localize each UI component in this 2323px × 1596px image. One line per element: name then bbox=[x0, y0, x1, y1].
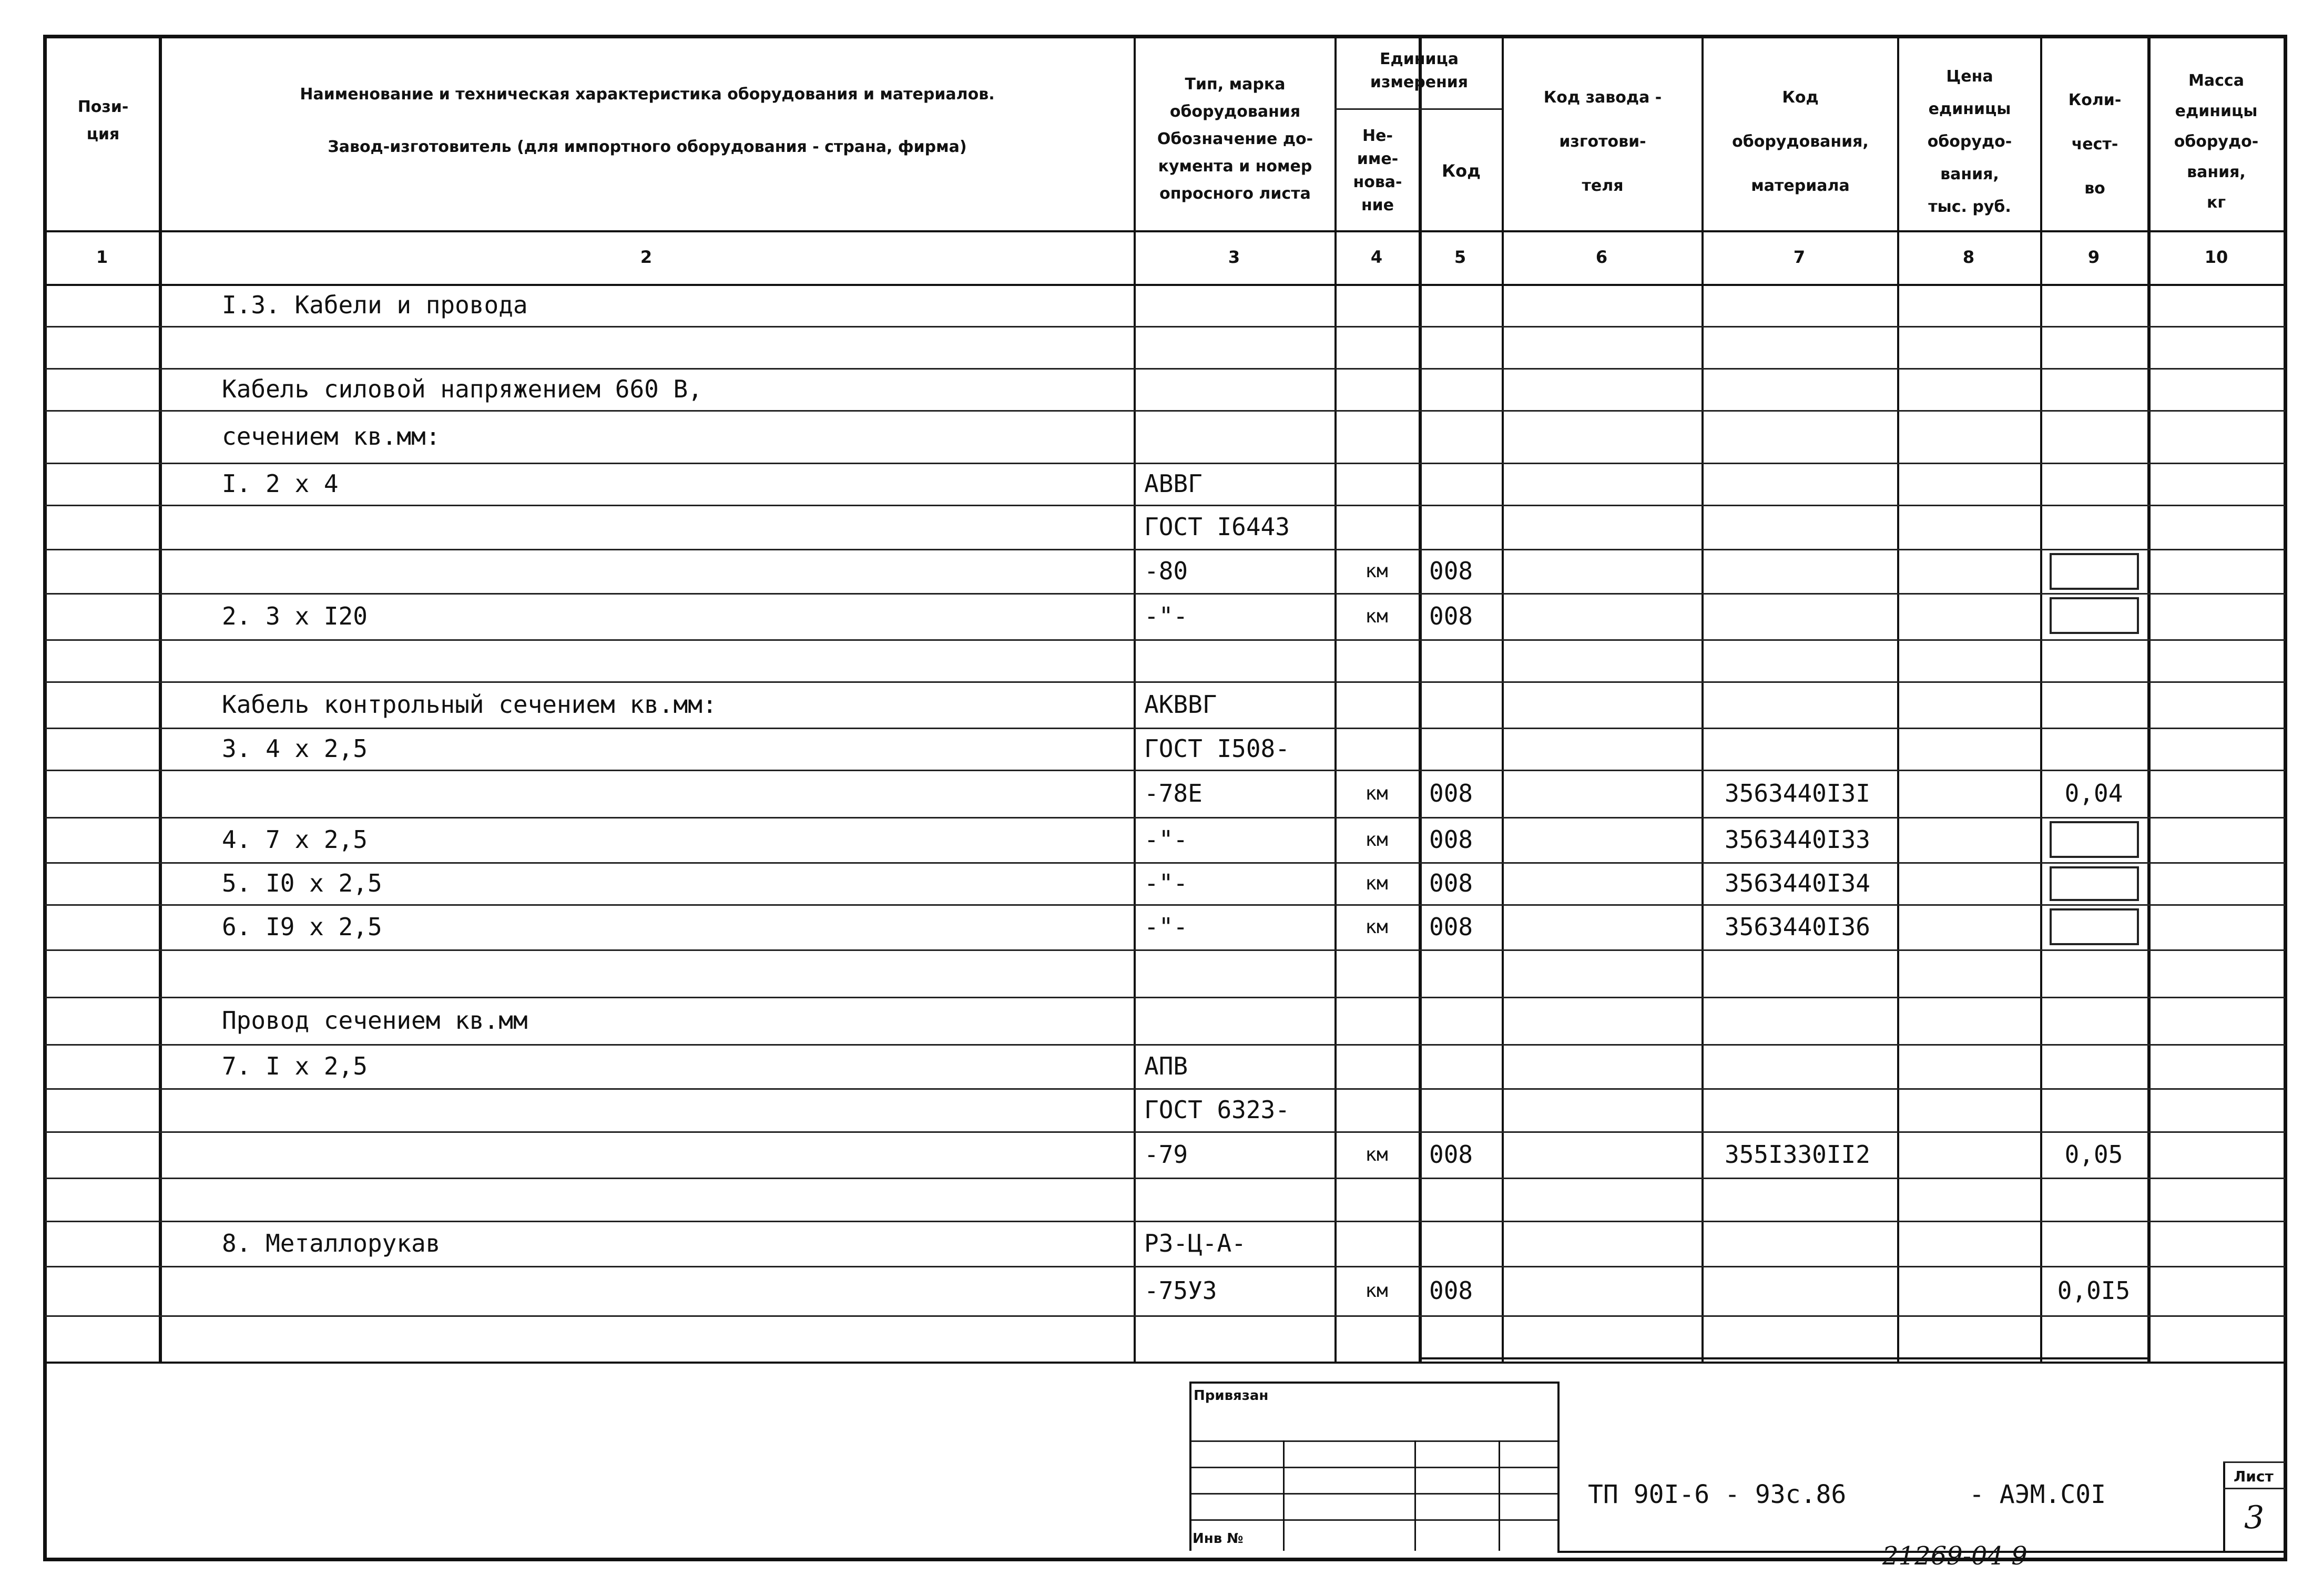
row-description: сечением кв.мм: bbox=[222, 422, 441, 451]
row-unit-code bbox=[1429, 410, 1502, 463]
column-number: 6 bbox=[1595, 247, 1608, 267]
grid-vertical-line bbox=[1283, 1440, 1285, 1551]
column-number: 7 bbox=[1793, 247, 1806, 267]
row-type-mark: -75УЗ bbox=[1144, 1276, 1217, 1305]
row-unit-name bbox=[1334, 1088, 1419, 1131]
row-unit-code bbox=[1429, 368, 1502, 410]
row-material-code bbox=[1725, 681, 1897, 728]
row-description: I.3. Кабели и провода bbox=[222, 291, 528, 319]
row-unit-name bbox=[1334, 463, 1419, 505]
row-material-code bbox=[1725, 368, 1897, 410]
row-quantity bbox=[2040, 728, 2147, 770]
grid-vertical-line bbox=[1414, 1440, 1416, 1551]
row-type-mark: -79 bbox=[1144, 1140, 1188, 1169]
column-number: 8 bbox=[1962, 247, 1975, 267]
archive-number: 21269-04 9 bbox=[1882, 1541, 2027, 1571]
row-quantity bbox=[2040, 1221, 2147, 1266]
row-material-code bbox=[1725, 463, 1897, 505]
row-quantity bbox=[2040, 284, 2147, 326]
row-quantity: 0,05 bbox=[2064, 1140, 2123, 1169]
row-quantity bbox=[2040, 949, 2147, 997]
header-type bbox=[1136, 50, 1334, 229]
grid-horizontal-line bbox=[2223, 1488, 2285, 1489]
row-unit-name: км bbox=[1365, 605, 1388, 627]
row-material-code bbox=[1725, 593, 1897, 639]
row-material-code bbox=[1725, 639, 1897, 681]
row-unit-code: 008 bbox=[1429, 869, 1473, 897]
row-quantity: 0,04 bbox=[2064, 779, 2123, 807]
row-unit-name bbox=[1334, 949, 1419, 997]
column-number: 5 bbox=[1454, 247, 1466, 267]
row-unit-name bbox=[1334, 728, 1419, 770]
row-quantity bbox=[2040, 997, 2147, 1044]
row-material-code bbox=[1725, 1044, 1897, 1088]
document-code: ТП 90I-6 - 93с.86 bbox=[1588, 1480, 1847, 1509]
header-unit-name-text: Не- име- нова- ние bbox=[1353, 127, 1402, 214]
row-description: 5. I0 x 2,5 bbox=[222, 869, 382, 897]
row-material-code bbox=[1725, 1221, 1897, 1266]
row-unit-code: 008 bbox=[1429, 557, 1473, 585]
header-position bbox=[47, 89, 159, 152]
row-unit-code bbox=[1429, 949, 1502, 997]
row-type-mark: АПВ bbox=[1144, 1052, 1188, 1080]
grid-vertical-line bbox=[2223, 1461, 2225, 1551]
row-quantity bbox=[2040, 639, 2147, 681]
row-quantity bbox=[2040, 410, 2147, 463]
row-quantity bbox=[2040, 1044, 2147, 1088]
row-quantity bbox=[2040, 1088, 2147, 1131]
row-unit-name: км bbox=[1365, 782, 1388, 804]
row-material-code: 355I330II2 bbox=[1725, 1140, 1870, 1169]
row-type-mark bbox=[1144, 326, 1334, 368]
row-unit-name bbox=[1334, 1221, 1419, 1266]
row-type-mark: ГОСТ I508- bbox=[1144, 734, 1290, 763]
column-number: 1 bbox=[96, 247, 108, 267]
row-description: 4. 7 x 2,5 bbox=[222, 825, 368, 854]
row-unit-code bbox=[1429, 681, 1502, 728]
row-type-mark bbox=[1144, 284, 1334, 326]
row-unit-name bbox=[1334, 681, 1419, 728]
row-unit-name bbox=[1334, 368, 1419, 410]
row-type-mark: -"- bbox=[1144, 869, 1188, 897]
row-type-mark bbox=[1144, 997, 1334, 1044]
column-number: 3 bbox=[1228, 247, 1240, 267]
header-name-line2 bbox=[161, 131, 1134, 163]
header-name-text: Наименование и техническая характеристика оборудования и материалов. bbox=[300, 85, 995, 104]
header-mass-text: Масса единицы оборудо- вания, кг bbox=[2174, 71, 2259, 212]
row-quantity bbox=[2040, 463, 2147, 505]
row-unit-name: км bbox=[1365, 828, 1388, 851]
header-unit-group bbox=[1337, 42, 1502, 100]
grid-vertical-line bbox=[1189, 1382, 1191, 1551]
row-unit-code: 008 bbox=[1429, 825, 1473, 854]
row-unit-code bbox=[1429, 997, 1502, 1044]
row-material-code: 3563440I36 bbox=[1725, 913, 1870, 941]
quantity-empty-box bbox=[2050, 821, 2139, 858]
header-factory-code bbox=[1504, 63, 1702, 221]
header-unit-name bbox=[1337, 113, 1419, 229]
header-price-text: Цена единицы оборудо- вания, тыс. руб. bbox=[1927, 67, 2012, 216]
grid-horizontal-line bbox=[1189, 1467, 1557, 1468]
row-type-mark: -"- bbox=[1144, 825, 1188, 854]
row-quantity bbox=[2040, 505, 2147, 549]
row-description bbox=[222, 1088, 1134, 1131]
row-type-mark bbox=[1144, 639, 1334, 681]
column-number: 2 bbox=[640, 247, 653, 267]
row-material-code bbox=[1725, 505, 1897, 549]
row-unit-code: 008 bbox=[1429, 1140, 1473, 1169]
row-description: I. 2 x 4 bbox=[222, 469, 339, 498]
header-name-line1 bbox=[161, 79, 1134, 110]
row-type-mark bbox=[1144, 410, 1334, 463]
row-type-mark: ГОСТ I6443 bbox=[1144, 513, 1290, 541]
row-unit-code: 008 bbox=[1429, 913, 1473, 941]
row-material-code: 3563440I33 bbox=[1725, 825, 1870, 854]
header-unit-code bbox=[1421, 113, 1502, 229]
row-type-mark bbox=[1144, 1178, 1334, 1221]
row-description bbox=[222, 770, 1134, 817]
row-description: 7. I x 2,5 bbox=[222, 1052, 368, 1080]
row-unit-code bbox=[1429, 639, 1502, 681]
row-type-mark: -"- bbox=[1144, 913, 1188, 941]
row-unit-name: км bbox=[1365, 872, 1388, 894]
row-material-code: 3563440I34 bbox=[1725, 869, 1870, 897]
row-material-code: 3563440I3I bbox=[1725, 779, 1870, 807]
row-type-mark: АКВВГ bbox=[1144, 690, 1217, 719]
grid-horizontal-line bbox=[1334, 108, 1502, 110]
quantity-empty-box bbox=[2050, 553, 2139, 590]
row-material-code bbox=[1725, 949, 1897, 997]
quantity-empty-box bbox=[2050, 866, 2139, 901]
row-material-code bbox=[1725, 1266, 1897, 1315]
column-number: 4 bbox=[1370, 247, 1383, 267]
header-mass bbox=[2149, 53, 2283, 231]
row-type-mark: РЗ-Ц-А- bbox=[1144, 1229, 1246, 1257]
row-unit-name: км bbox=[1365, 1143, 1388, 1165]
row-description bbox=[222, 326, 1134, 368]
row-description bbox=[222, 639, 1134, 681]
header-unit-code-text: Код bbox=[1442, 161, 1481, 181]
header-quantity-text: Коли- чест- во bbox=[2068, 91, 2122, 198]
grid-horizontal-line bbox=[1189, 1493, 1557, 1495]
grid-horizontal-line bbox=[1189, 1382, 1557, 1384]
grid-horizontal-line bbox=[45, 1362, 2285, 1364]
grid-horizontal-line bbox=[2223, 1461, 2285, 1463]
row-unit-name bbox=[1334, 1044, 1419, 1088]
stamp-privyazan: Привязан bbox=[1194, 1388, 1269, 1404]
row-unit-code bbox=[1429, 1178, 1502, 1221]
header-type-text: Тип, марка оборудования Обозначение до- кумента и номер опросного листа bbox=[1157, 75, 1313, 203]
grid-horizontal-line bbox=[1419, 1357, 2147, 1359]
quantity-empty-box bbox=[2050, 597, 2139, 634]
row-material-code bbox=[1725, 549, 1897, 593]
row-unit-code bbox=[1429, 1044, 1502, 1088]
row-unit-code bbox=[1429, 463, 1502, 505]
grid-vertical-line bbox=[1499, 1440, 1500, 1551]
row-quantity bbox=[2040, 368, 2147, 410]
header-manufacturer-text: Завод-изготовитель (для импортного оборудования - страна, фирма) bbox=[328, 138, 967, 156]
row-description: 8. Металлорукав bbox=[222, 1229, 441, 1257]
row-unit-code bbox=[1429, 1088, 1502, 1131]
row-description bbox=[222, 549, 1134, 593]
row-description: 3. 4 x 2,5 bbox=[222, 734, 368, 763]
row-unit-name bbox=[1334, 410, 1419, 463]
column-number: 10 bbox=[2204, 247, 2228, 267]
row-unit-name bbox=[1334, 326, 1419, 368]
row-quantity: 0,0I5 bbox=[2057, 1276, 2131, 1305]
row-unit-name: км bbox=[1365, 560, 1388, 582]
grid-vertical-line bbox=[1557, 1382, 1560, 1551]
row-description: 6. I9 x 2,5 bbox=[222, 913, 382, 941]
sheet-label: Лист bbox=[2234, 1468, 2274, 1485]
stamp-inv-no: Инв № bbox=[1193, 1531, 1244, 1547]
row-material-code bbox=[1725, 1088, 1897, 1131]
row-unit-name bbox=[1334, 505, 1419, 549]
header-unit-text: Единица измерения bbox=[1370, 50, 1469, 91]
row-unit-name bbox=[1334, 997, 1419, 1044]
header-quantity bbox=[2042, 68, 2147, 221]
row-unit-name: км bbox=[1365, 916, 1388, 938]
grid-horizontal-line bbox=[1189, 1519, 1557, 1521]
header-factory-code-text: Код завода - изготови- теля bbox=[1543, 88, 1662, 195]
row-unit-name bbox=[1334, 639, 1419, 681]
row-quantity bbox=[2040, 326, 2147, 368]
row-type-mark: -80 bbox=[1144, 557, 1188, 585]
row-description bbox=[222, 505, 1134, 549]
row-description: Кабель силовой напряжением 660 В, bbox=[222, 375, 702, 403]
row-type-mark bbox=[1144, 949, 1334, 997]
row-unit-code: 008 bbox=[1429, 779, 1473, 807]
header-material-code-text: Код оборудования, материала bbox=[1732, 88, 1869, 195]
row-type-mark: АВВГ bbox=[1144, 469, 1203, 498]
row-unit-code bbox=[1429, 326, 1502, 368]
row-unit-code bbox=[1429, 505, 1502, 549]
grid-horizontal-line bbox=[1189, 1440, 1557, 1442]
row-material-code bbox=[1725, 326, 1897, 368]
row-type-mark: ГОСТ 6323- bbox=[1144, 1096, 1290, 1124]
row-unit-code: 008 bbox=[1429, 1276, 1473, 1305]
quantity-empty-box bbox=[2050, 908, 2139, 945]
row-type-mark: -78Е bbox=[1144, 779, 1203, 807]
row-type-mark: -"- bbox=[1144, 602, 1188, 630]
row-unit-code bbox=[1429, 1221, 1502, 1266]
row-material-code bbox=[1725, 410, 1897, 463]
row-description bbox=[222, 1178, 1134, 1221]
row-unit-code: 008 bbox=[1429, 602, 1473, 630]
row-unit-name: км bbox=[1365, 1280, 1388, 1302]
row-material-code bbox=[1725, 284, 1897, 326]
column-number: 9 bbox=[2087, 247, 2100, 267]
sheet-number: 3 bbox=[2244, 1499, 2265, 1536]
grid-horizontal-line bbox=[45, 1315, 2285, 1317]
row-unit-code bbox=[1429, 728, 1502, 770]
row-unit-code bbox=[1429, 284, 1502, 326]
row-description: Провод сечением кв.мм bbox=[222, 1006, 528, 1035]
row-unit-name bbox=[1334, 1178, 1419, 1221]
row-quantity bbox=[2040, 681, 2147, 728]
row-type-mark bbox=[1144, 368, 1334, 410]
row-quantity bbox=[2040, 1178, 2147, 1221]
row-unit-name bbox=[1334, 284, 1419, 326]
row-description bbox=[222, 1131, 1134, 1178]
row-description: 2. 3 x I20 bbox=[222, 602, 368, 630]
row-description bbox=[222, 1266, 1134, 1315]
row-description: Кабель контрольный сечением кв.мм: bbox=[222, 690, 717, 719]
header-position-text: Пози- ция bbox=[77, 98, 129, 144]
header-price bbox=[1899, 53, 2040, 231]
document-suffix: - АЭМ.С0I bbox=[1969, 1480, 2106, 1509]
header-material-code bbox=[1704, 63, 1897, 221]
row-description bbox=[222, 949, 1134, 997]
row-material-code bbox=[1725, 997, 1897, 1044]
row-material-code bbox=[1725, 728, 1897, 770]
row-material-code bbox=[1725, 1178, 1897, 1221]
